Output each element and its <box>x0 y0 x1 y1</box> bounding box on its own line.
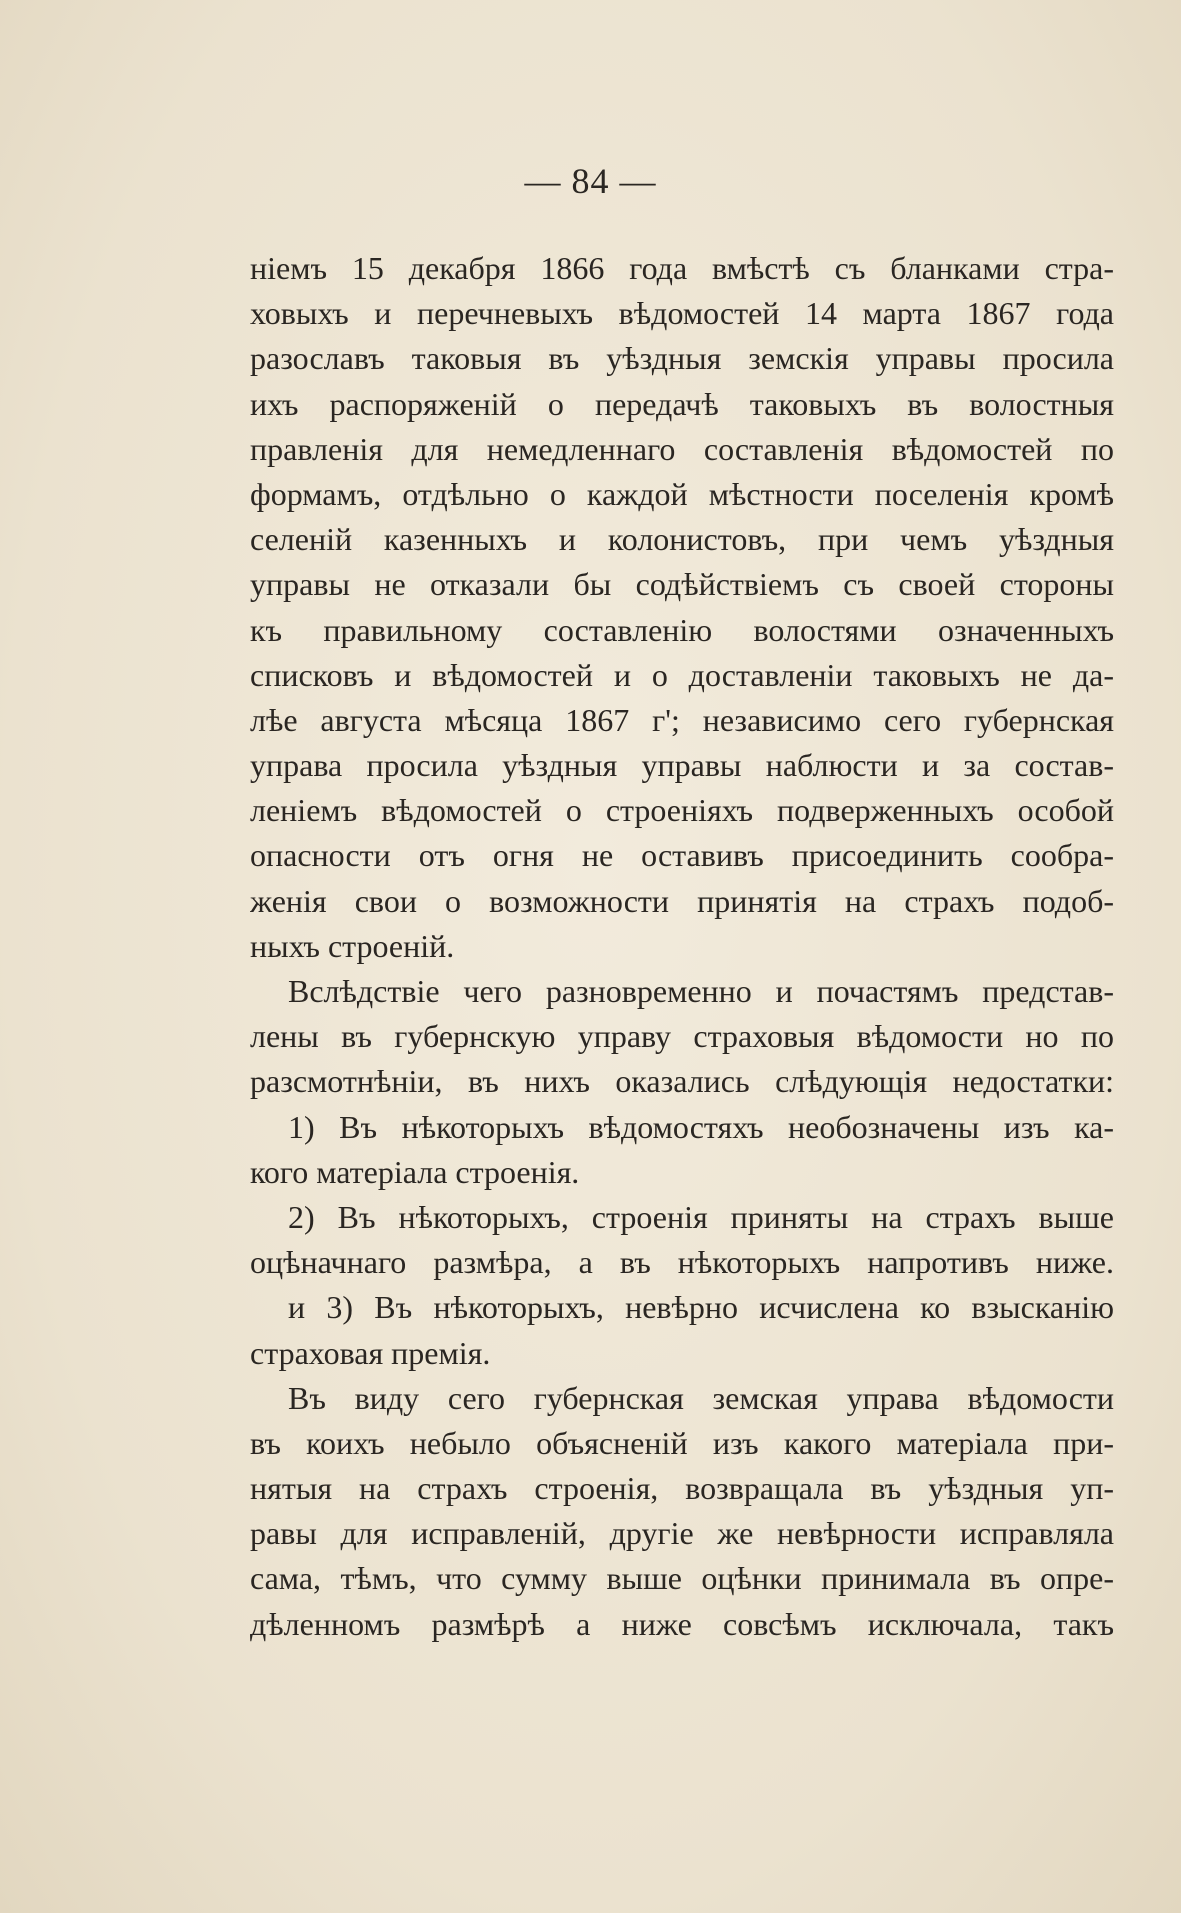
text-line: лены въ губернскую управу страховыя вѣдомости но по <box>250 1018 1114 1055</box>
text-line: опасности отъ огня не оставивъ присоединить сообра- <box>250 837 1114 874</box>
page-number: — 84 — <box>524 161 657 201</box>
text-line: 1) Въ нѣкоторыхъ вѣдомостяхъ необозначены изъ ка- <box>288 1108 1114 1145</box>
text-line: правленія для немедленнаго составленія вѣдомостей по <box>250 430 1114 467</box>
text-line: разославъ таковыя въ уѣздныя земскія управы просила <box>250 340 1114 377</box>
text-line: формамъ, отдѣльно о каждой мѣстности поселенія кромѣ <box>250 475 1114 512</box>
text-line: ихъ распоряженій о передачѣ таковыхъ въ волостныя <box>250 385 1114 422</box>
body-text <box>250 246 1114 1647</box>
text-line: ныхъ строеній. <box>250 927 455 964</box>
text-line: управы не отказали бы содѣйствіемъ съ своей стороны <box>250 566 1114 603</box>
text-line: кого матеріала строенія. <box>250 1153 580 1190</box>
text-line: 2) Въ нѣкоторыхъ, строенія приняты на страхъ выше <box>288 1198 1114 1235</box>
text-line: страховая премія. <box>250 1334 491 1371</box>
text-line: селеній казенныхъ и колонистовъ, при чемъ уѣздныя <box>250 521 1114 558</box>
text-line: ніемъ 15 декабря 1866 года вмѣстѣ съ бланками стра- <box>250 250 1114 286</box>
text-line: управа просила уѣздныя управы наблюсти и за состав- <box>250 747 1114 784</box>
text-line: женія свои о возможности принятія на страхъ подоб- <box>250 882 1114 919</box>
text-line: къ правильному составленію волостями означенныхъ <box>250 611 1114 648</box>
text-line: ховыхъ и перечневыхъ вѣдомостей 14 марта 1867 года <box>250 295 1114 332</box>
text-line: Въ виду сего губернская земская управа вѣдомости <box>288 1379 1114 1416</box>
text-line: оцѣначнаго размѣра, а въ нѣкоторыхъ напротивъ ниже. <box>250 1244 1114 1281</box>
text-line: лѣе августа мѣсяца 1867 г'; независимо сего губернская <box>250 701 1114 738</box>
text-line: разсмотнѣніи, въ нихъ оказались слѣдующія недостатки: <box>250 1063 1114 1100</box>
text-line: леніемъ вѣдомостей о строеніяхъ подверженныхъ особой <box>250 792 1114 829</box>
text-line: Вслѣдствіе чего разновременно и почастямъ представ- <box>288 973 1114 1009</box>
text-line: въ коихъ небыло объясненій изъ какого матеріала при- <box>250 1424 1114 1461</box>
text-line: списковъ и вѣдомостей и о доставленіи таковыхъ не да- <box>250 656 1114 693</box>
text-line: сама, тѣмъ, что сумму выше оцѣнки принимала въ опре- <box>250 1560 1114 1597</box>
text-line: дѣленномъ размѣрѣ а ниже совсѣмъ исключала, такъ <box>250 1605 1114 1642</box>
text-line: и 3) Въ нѣкоторыхъ, невѣрно исчислена ко взысканію <box>288 1289 1114 1326</box>
text-line: нятыя на страхъ строенія, возвращала въ уѣздныя уп- <box>250 1470 1114 1507</box>
text-line: равы для исправленій, другіе же невѣрности исправляла <box>250 1515 1114 1552</box>
